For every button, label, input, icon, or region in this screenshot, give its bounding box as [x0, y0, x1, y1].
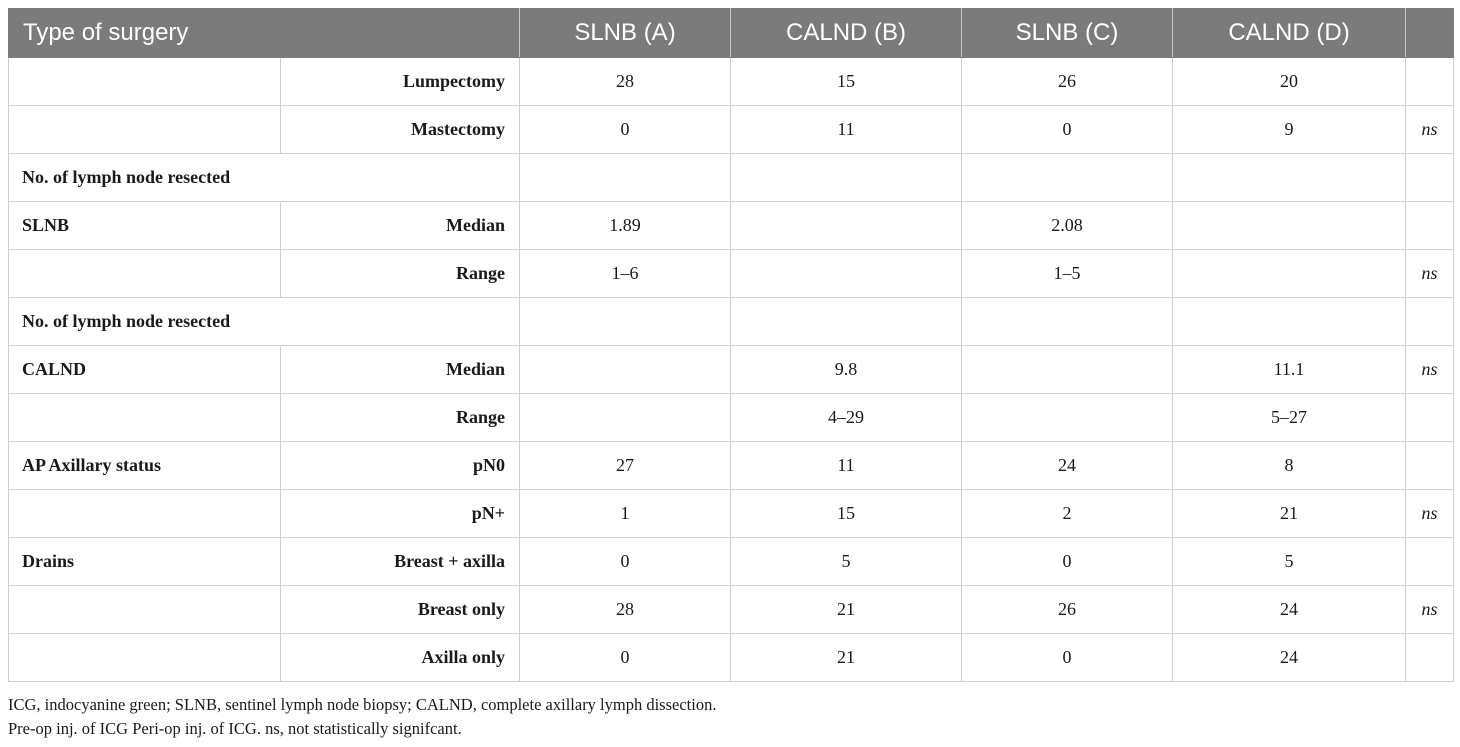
- row-group-label: [9, 490, 281, 538]
- row-group-label: AP Axillary status: [9, 442, 281, 490]
- header-row: [9, 9, 1454, 58]
- footnote-abbreviations: ICG, indocyanine green; SLNB, sentinel lymph node biopsy; CALND, complete axillary lymph dissection.: [8, 695, 717, 714]
- cell-calnd-d: 24: [1173, 634, 1406, 682]
- row-group-label: [9, 106, 281, 154]
- cell-slnb-c: 1–5: [962, 250, 1173, 298]
- cell-slnb-c: 24: [962, 442, 1173, 490]
- cell-slnb-a: 1: [520, 490, 731, 538]
- table-row: [9, 106, 1454, 154]
- row-sub-label: Range: [281, 394, 520, 442]
- table-row: [9, 346, 1454, 394]
- cell-calnd-b: 4–29: [731, 394, 962, 442]
- cell-calnd-d: 5–27: [1173, 394, 1406, 442]
- cell-slnb-c: 26: [962, 586, 1173, 634]
- cell-slnb-c: [962, 394, 1173, 442]
- cell-significance: [1406, 394, 1454, 442]
- row-sub-label: pN+: [281, 490, 520, 538]
- table-row: [9, 154, 1454, 202]
- cell-calnd-d: 20: [1173, 58, 1406, 106]
- table-footnotes: [8, 693, 716, 741]
- cell-significance: ns: [1406, 586, 1454, 634]
- row-group-label: CALND: [9, 346, 281, 394]
- cell-slnb-a: [520, 298, 731, 346]
- row-group-label: Drains: [9, 538, 281, 586]
- row-sub-label: Mastectomy: [281, 106, 520, 154]
- header-calnd-d: CALND (D): [1173, 9, 1406, 58]
- cell-slnb-a: [520, 154, 731, 202]
- header-significance: [1406, 9, 1454, 58]
- cell-slnb-a: [520, 394, 731, 442]
- cell-significance: [1406, 202, 1454, 250]
- header-calnd-b: CALND (B): [731, 9, 962, 58]
- row-sub-label: Median: [281, 346, 520, 394]
- cell-calnd-d: [1173, 154, 1406, 202]
- table-row: [9, 202, 1454, 250]
- row-group-label: [9, 634, 281, 682]
- cell-slnb-c: 2: [962, 490, 1173, 538]
- cell-slnb-c: 0: [962, 106, 1173, 154]
- cell-significance: ns: [1406, 490, 1454, 538]
- header-slnb-c: SLNB (C): [962, 9, 1173, 58]
- cell-significance: ns: [1406, 250, 1454, 298]
- table-body: [9, 58, 1454, 682]
- results-table-container: [8, 8, 1453, 682]
- row-group-label: No. of lymph node resected: [9, 298, 281, 346]
- cell-calnd-d: [1173, 250, 1406, 298]
- cell-calnd-b: 11: [731, 106, 962, 154]
- cell-calnd-b: [731, 250, 962, 298]
- cell-slnb-a: 28: [520, 58, 731, 106]
- cell-significance: [1406, 58, 1454, 106]
- cell-slnb-a: [520, 346, 731, 394]
- row-sub-label: [281, 154, 520, 202]
- cell-slnb-c: [962, 298, 1173, 346]
- cell-calnd-d: 8: [1173, 442, 1406, 490]
- table-row: [9, 250, 1454, 298]
- cell-calnd-b: 21: [731, 634, 962, 682]
- row-group-label: SLNB: [9, 202, 281, 250]
- cell-calnd-b: 21: [731, 586, 962, 634]
- table-row: [9, 394, 1454, 442]
- cell-slnb-a: 0: [520, 538, 731, 586]
- cell-significance: [1406, 154, 1454, 202]
- cell-calnd-b: [731, 154, 962, 202]
- row-sub-label: Lumpectomy: [281, 58, 520, 106]
- cell-slnb-c: 26: [962, 58, 1173, 106]
- row-group-label: [9, 250, 281, 298]
- cell-significance: ns: [1406, 106, 1454, 154]
- table-row: [9, 442, 1454, 490]
- cell-calnd-d: [1173, 202, 1406, 250]
- cell-significance: [1406, 442, 1454, 490]
- row-group-label: [9, 586, 281, 634]
- cell-slnb-c: [962, 154, 1173, 202]
- table-row: [9, 298, 1454, 346]
- cell-significance: [1406, 634, 1454, 682]
- cell-significance: ns: [1406, 346, 1454, 394]
- cell-calnd-b: 15: [731, 490, 962, 538]
- row-group-label: [9, 394, 281, 442]
- footnote-legend: Pre-op inj. of ICG Peri-op inj. of ICG. ns, not statistically signifcant.: [8, 719, 462, 738]
- cell-significance: [1406, 538, 1454, 586]
- cell-slnb-a: 1.89: [520, 202, 731, 250]
- cell-slnb-a: 0: [520, 106, 731, 154]
- cell-calnd-b: 9.8: [731, 346, 962, 394]
- cell-slnb-a: 27: [520, 442, 731, 490]
- table-row: [9, 538, 1454, 586]
- cell-calnd-b: [731, 202, 962, 250]
- cell-slnb-c: 0: [962, 634, 1173, 682]
- table-row: [9, 634, 1454, 682]
- surgery-results-table: [8, 8, 1454, 682]
- cell-calnd-d: 21: [1173, 490, 1406, 538]
- cell-slnb-c: 0: [962, 538, 1173, 586]
- header-slnb-a: SLNB (A): [520, 9, 731, 58]
- cell-calnd-d: 9: [1173, 106, 1406, 154]
- row-sub-label: Range: [281, 250, 520, 298]
- cell-slnb-c: [962, 346, 1173, 394]
- row-group-label: No. of lymph node resected: [9, 154, 281, 202]
- row-sub-label: Axilla only: [281, 634, 520, 682]
- cell-calnd-b: [731, 298, 962, 346]
- cell-calnd-d: 11.1: [1173, 346, 1406, 394]
- cell-calnd-b: 5: [731, 538, 962, 586]
- table-header: [9, 9, 1454, 58]
- cell-slnb-a: 28: [520, 586, 731, 634]
- cell-calnd-b: 15: [731, 58, 962, 106]
- row-group-label: [9, 58, 281, 106]
- row-sub-label: Breast + axilla: [281, 538, 520, 586]
- header-type-of-surgery: Type of surgery: [9, 9, 520, 58]
- cell-calnd-d: 5: [1173, 538, 1406, 586]
- row-sub-label: [281, 298, 520, 346]
- cell-slnb-c: 2.08: [962, 202, 1173, 250]
- cell-calnd-d: 24: [1173, 586, 1406, 634]
- cell-slnb-a: 0: [520, 634, 731, 682]
- cell-calnd-d: [1173, 298, 1406, 346]
- cell-significance: [1406, 298, 1454, 346]
- cell-slnb-a: 1–6: [520, 250, 731, 298]
- table-row: [9, 586, 1454, 634]
- row-sub-label: Breast only: [281, 586, 520, 634]
- table-row: [9, 490, 1454, 538]
- row-sub-label: Median: [281, 202, 520, 250]
- row-sub-label: pN0: [281, 442, 520, 490]
- cell-calnd-b: 11: [731, 442, 962, 490]
- table-row: [9, 58, 1454, 106]
